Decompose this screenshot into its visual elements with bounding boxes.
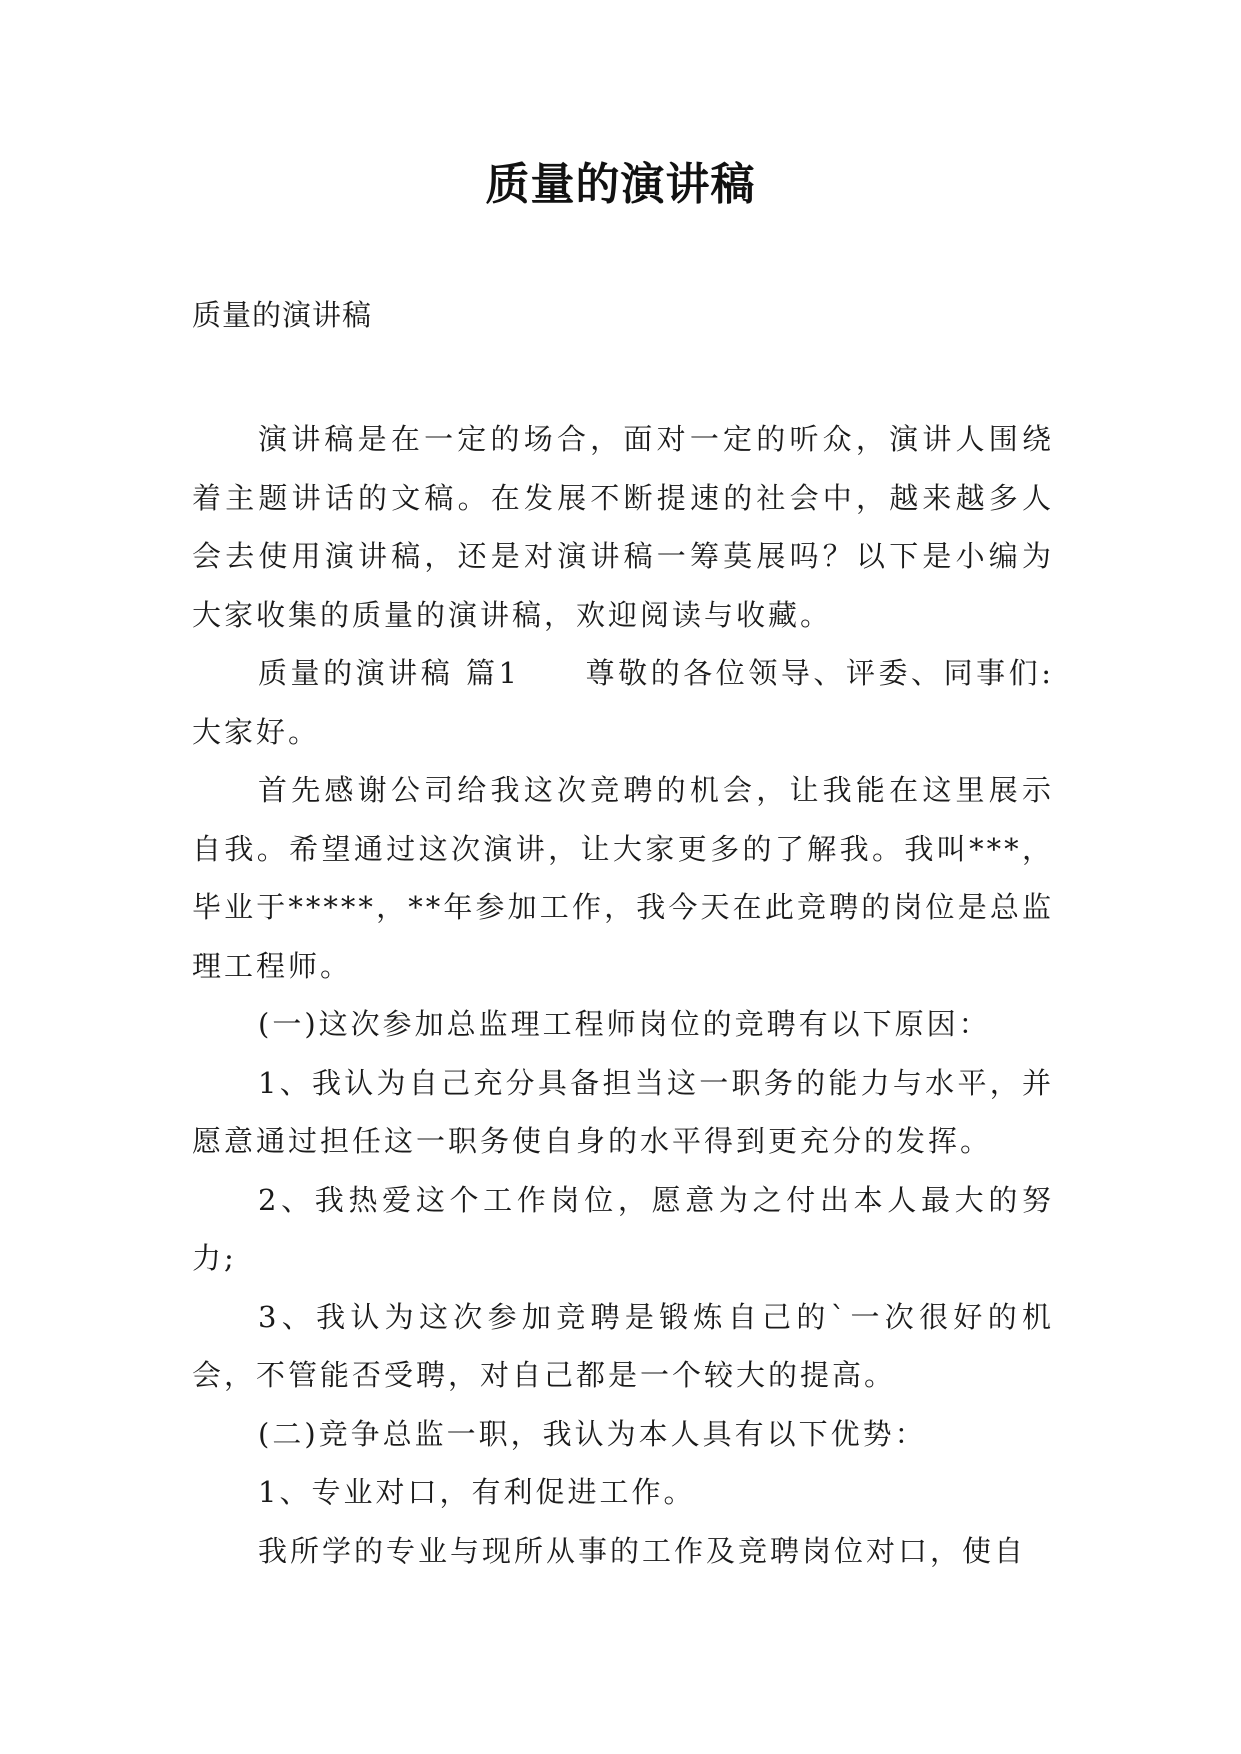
paragraph-greeting: 质量的演讲稿 篇1 尊敬的各位领导、评委、同事们:大家好。 — [192, 656, 1054, 749]
paragraph-advantage-1-detail: 我所学的专业与现所从事的工作及竞聘岗位对口，使自 — [258, 1533, 1027, 1568]
document-body — [192, 410, 1054, 1580]
paragraph-self-introduction: 首先感谢公司给我这次竞聘的机会，让我能在这里展示自我。希望通过这次演讲，让大家更多的了解我。我叫***，毕业于*****，**年参加工作，我今天在此竞聘的岗位是总监理工程师。 — [192, 773, 1054, 983]
document-title: 质量的演讲稿 — [485, 159, 756, 210]
paragraph-section-heading-2: (二)竞争总监一职，我认为本人具有以下优势： — [258, 1416, 927, 1451]
document-subtitle: 质量的演讲稿 — [192, 298, 373, 332]
paragraph-advantage-1: 1、专业对口，有利促进工作。 — [258, 1475, 696, 1509]
paragraph-reason-2: 2、我热爱这个工作岗位，愿意为之付出本人最大的努力; — [192, 1182, 1054, 1275]
paragraph-intro: 演讲稿是在一定的场合，面对一定的听众，演讲人围绕着主题讲话的文稿。在发展不断提速的社会中，越来越多人会去使用演讲稿，还是对演讲稿一筹莫展吗？以下是小编为大家收集的质量的演讲稿，欢迎阅读与收藏。 — [192, 422, 1054, 632]
paragraph-reason-3: 3、我认为这次参加竞聘是锻炼自己的`一次很好的机会，不管能否受聘，对自己都是一个较大的提高。 — [192, 1299, 1054, 1392]
paragraph-section-heading-1: (一)这次参加总监理工程师岗位的竞聘有以下原因： — [258, 1007, 991, 1041]
paragraph-reason-1: 1、我认为自己充分具备担当这一职务的能力与水平，并愿意通过担任这一职务使自身的水平得到更充分的发挥。 — [192, 1065, 1054, 1158]
